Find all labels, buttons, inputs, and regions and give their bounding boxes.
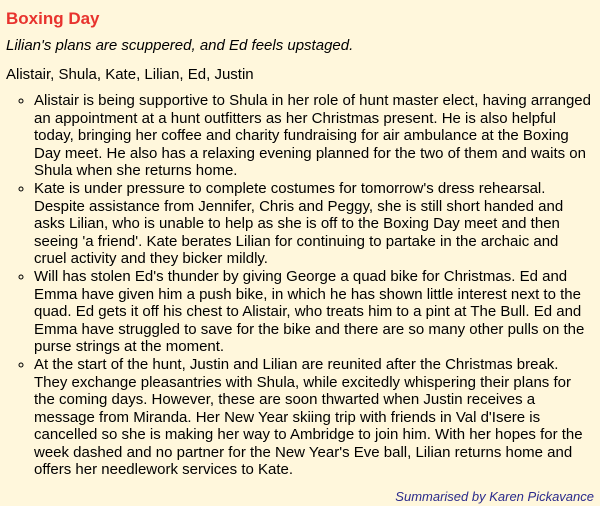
summary-item: ◦ Will has stolen Ed's thunder by giving George a quad bike for Christmas. Ed and Emma have given him a push bike, in which he has shown little interest next to the quad. Ed gets it off his chest to Alistair, who treats him to a pint at The Bull. Ed and Emma have struggled to save for the bike and there are so many other pulls on the purse strings at the moment.	[34, 268, 594, 356]
episode-title: Boxing Day	[6, 9, 100, 28]
summary-item: ◦ Alistair is being supportive to Shula in her role of hunt master elect, having arranged an appointment at a hunt outfitters as her Christmas present. He is also helpful today, bringing her coffee and charity fundraising for air ambulance at the Boxing Day meet. He also has a relaxing evening planned for the two of them and waits on Shula when she returns home.	[34, 92, 594, 180]
summary-item: ◦ Kate is under pressure to complete costumes for tomorrow's dress rehearsal. Despite assistance from Jennifer, Chris and Peggy, she is still short handed and asks Lilian, who is unable to help as she is off to the Boxing Day meet and then seeing 'a friend'. Kate berates Lilian for continuing to partake in the archaic and cruel activity and they bicker mildly.	[34, 180, 594, 268]
summary-list	[6, 92, 594, 479]
summary-item: ◦ At the start of the hunt, Justin and Lilian are reunited after the Christmas break. They exchange pleasantries with Shula, while excitedly whispering their plans for the coming days. However, these are soon thwarted when Justin receives a message from Miranda. Her New Year skiing trip with friends in Val d'Isere is cancelled so she is making her way to Ambridge to join him. With her hopes for the week dashed and no partner for the New Year's Eve ball, Lilian returns home and offers her needlework services to Kate.	[34, 356, 594, 479]
episode-subtitle: Lilian's plans are scuppered, and Ed feels upstaged.	[6, 37, 354, 54]
cast-list: Alistair, Shula, Kate, Lilian, Ed, Justin	[6, 66, 254, 83]
summary-credit: Summarised by Karen Pickavance	[395, 489, 594, 504]
